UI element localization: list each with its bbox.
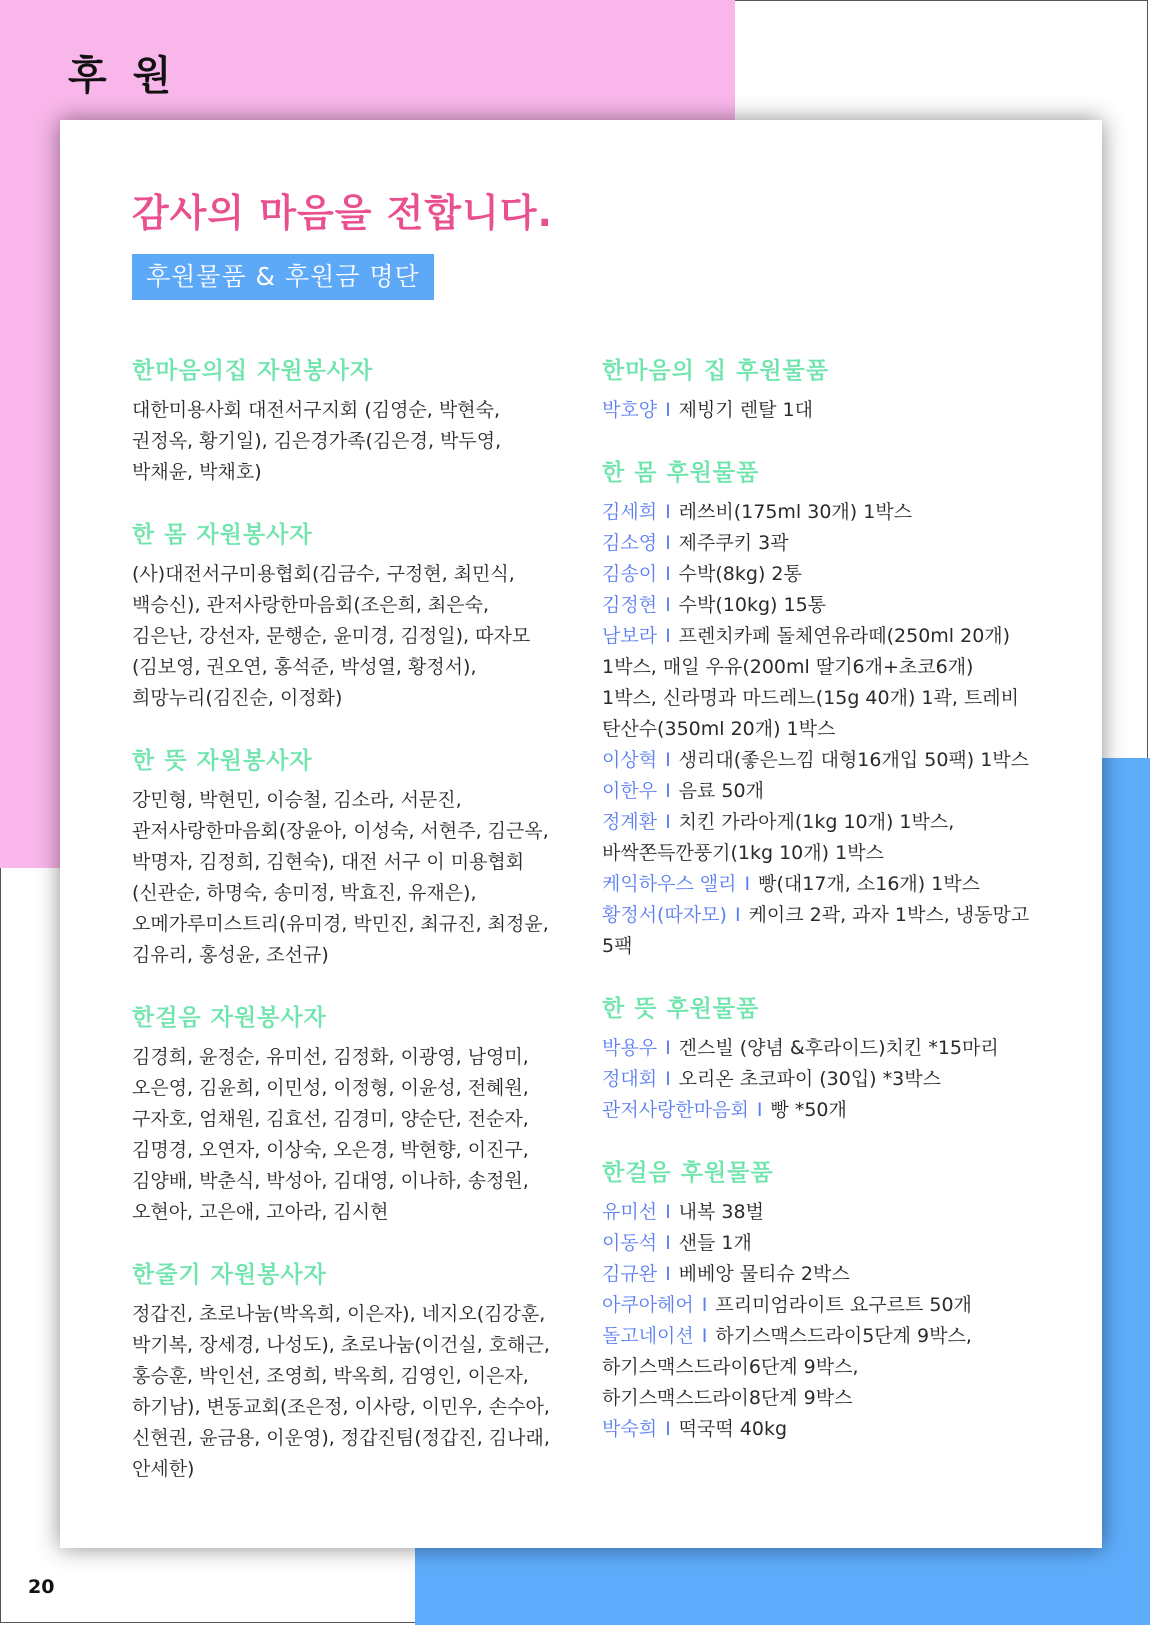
volunteer-group [132, 742, 552, 971]
donor-name: 관저사랑한마음회 [602, 1099, 749, 1121]
donated-item: 제빙기 렌탈 1대 [678, 399, 813, 421]
donation-entry [602, 497, 1032, 528]
donor-name: 정계환 [602, 811, 658, 833]
donated-item: 빵 *50개 [770, 1099, 847, 1121]
donor-name: 김소영 [602, 532, 658, 554]
group-title: 한 뜻 자원봉사자 [132, 748, 313, 774]
volunteer-column [132, 352, 552, 1513]
volunteer-group [132, 352, 552, 488]
donation-group [602, 1154, 1032, 1445]
donated-item: 베베앙 물티슈 2박스 [678, 1263, 850, 1285]
donor-name: 이한우 [602, 780, 658, 802]
group-title: 한 몸 후원물품 [602, 460, 760, 486]
donated-item: 생리대(좋은느낌 대형16개입 50팩) 1박스 [678, 749, 1030, 771]
donation-entry [602, 559, 1032, 590]
donor-name: 박용우 [602, 1037, 658, 1059]
group-title: 한 뜻 후원물품 [602, 996, 760, 1022]
donor-name: 박호양 [602, 399, 658, 421]
donated-item: 겐스빌 (양념 &후라이드)치킨 *15마리 [678, 1037, 999, 1059]
donation-entry [602, 869, 1032, 900]
volunteer-group [132, 516, 552, 714]
group-title: 한 몸 자원봉사자 [132, 522, 313, 548]
donated-item: 프렌치카페 돌체연유라떼(250ml 20개) 1박스, 매일 우유(200ml 딸기6개+초코6개) 1박스, 신라명과 마드레느(15g 40개) 1곽, 트레비 탄산수(350ml 20개) 1박스 [602, 625, 1020, 740]
separator: I [701, 1325, 708, 1347]
group-names: 정갑진, 초로나눔(박옥희, 이은자), 네지오(김강훈, 박기복, 장세경, 나성도), 초로나눔(이건실, 호해근, 홍승훈, 박인선, 조영희, 박옥희, 김영인, 이은자, 하기남), 변동교회(조은정, 이사랑, 이민우, 손수아, 신현권, 윤금용, 이운영), 정갑진팀(정갑진, 김나래, 안세한) [132, 1303, 550, 1480]
donor-name: 황정서(따자모) [602, 904, 727, 926]
donation-entry [602, 1095, 1032, 1126]
donation-entry [602, 807, 1032, 869]
donation-entry [602, 776, 1032, 807]
donor-name: 이동석 [602, 1232, 658, 1254]
group-names: (사)대전서구미용협회(김금수, 구정현, 최민식, 백승신), 관저사랑한마음회(조은희, 최은숙, 김은난, 강선자, 문행순, 윤미경, 김정일), 따자모(김보영, 권오연, 홍석준, 박성열, 황정서), 희망누리(김진순, 이정화) [132, 563, 531, 709]
donation-entry [602, 900, 1032, 962]
separator: I [665, 811, 671, 833]
separator: I [665, 1201, 671, 1223]
separator: I [665, 1418, 671, 1440]
donation-entry [602, 1197, 1032, 1228]
donor-name: 박숙희 [602, 1418, 658, 1440]
donated-item: 오리온 초코파이 (30입) *3박스 [678, 1068, 941, 1090]
separator: I [665, 594, 671, 616]
donor-name: 김정현 [602, 594, 658, 616]
donation-entry [602, 528, 1032, 559]
group-title: 한줄기 자원봉사자 [132, 1262, 327, 1288]
group-title: 한마음의집 자원봉사자 [132, 358, 374, 384]
donor-name: 정대회 [602, 1068, 658, 1090]
donated-item: 제주쿠키 3곽 [678, 532, 789, 554]
separator: I [665, 399, 671, 421]
separator: I [701, 1294, 708, 1316]
donated-item: 떡국떡 40kg [678, 1418, 788, 1440]
donation-entry [602, 1228, 1032, 1259]
donation-entry [602, 395, 1032, 426]
donation-entry [602, 745, 1032, 776]
donation-entry [602, 1064, 1032, 1095]
group-title: 한걸음 후원물품 [602, 1160, 774, 1186]
group-title: 한걸음 자원봉사자 [132, 1005, 327, 1031]
donated-item: 수박(10kg) 15통 [678, 594, 827, 616]
volunteer-group [132, 999, 552, 1228]
donation-entry [602, 1414, 1032, 1445]
separator: I [665, 563, 671, 585]
donated-item: 샌들 1개 [678, 1232, 752, 1254]
donor-name: 이상혁 [602, 749, 658, 771]
donated-item: 음료 50개 [678, 780, 764, 802]
donor-name: 유미선 [602, 1201, 658, 1223]
separator: I [665, 749, 671, 771]
separator: I [665, 780, 671, 802]
donated-item: 수박(8kg) 2통 [678, 563, 802, 585]
separator: I [665, 532, 671, 554]
donated-item: 케이크 2곽, 과자 1박스, 냉동망고 5팩 [602, 904, 1030, 957]
donation-entry [602, 621, 1032, 745]
page-number: 20 [28, 1576, 55, 1598]
group-names: 강민형, 박현민, 이승철, 김소라, 서문진, 관저사랑한마음회(장윤아, 이성숙, 서현주, 김근옥, 박명자, 김정희, 김현숙), 대전 서구 이 미용협회(신관순, 하명숙, 송미정, 박효진, 유재은), 오메가루미스트리(유미경, 박민진, 최규진, 최정윤, 김유리, 홍성윤, 조선규) [132, 789, 549, 966]
donated-item: 하기스맥스드라이5단계 9박스, 하기스맥스드라이6단계 9박스, 하기스맥스드라이8단계 9박스 [602, 1325, 972, 1409]
separator: I [665, 625, 671, 647]
separator: I [744, 873, 751, 895]
donation-column [602, 352, 1032, 1473]
donation-group [602, 352, 1032, 426]
donated-item: 프리미엄라이트 요구르트 50개 [715, 1294, 972, 1316]
donor-name: 케익하우스 앨리 [602, 873, 737, 895]
separator: I [665, 501, 671, 523]
donated-item: 치킨 가라아게(1kg 10개) 1박스, 바싹쫀득깐풍기(1kg 10개) 1박스 [602, 811, 955, 864]
separator: I [665, 1263, 671, 1285]
separator: I [665, 1037, 671, 1059]
group-names: 대한미용사회 대전서구지회 (김영순, 박현숙, 권정옥, 황기일), 김은경가족(김은경, 박두영, 박채윤, 박채호) [132, 399, 502, 483]
content-card [60, 120, 1102, 1548]
donation-entry [602, 590, 1032, 621]
donor-name: 아쿠아헤어 [602, 1294, 694, 1316]
donor-name: 김송이 [602, 563, 658, 585]
donation-entry [602, 1033, 1032, 1064]
section-title: 후 원 [68, 53, 178, 99]
donor-name: 김규완 [602, 1263, 658, 1285]
donated-item: 빵(대17개, 소16개) 1박스 [758, 873, 981, 895]
volunteer-group [132, 1256, 552, 1485]
donated-item: 레쓰비(175ml 30개) 1박스 [678, 501, 913, 523]
separator: I [665, 1232, 671, 1254]
donation-group [602, 990, 1032, 1126]
donation-group [602, 454, 1032, 962]
donor-name: 남보라 [602, 625, 658, 647]
separator: I [756, 1099, 763, 1121]
donation-entry [602, 1290, 1032, 1321]
donor-name: 김세희 [602, 501, 658, 523]
donation-entry [602, 1321, 1032, 1414]
list-badge: 후원물품 & 후원금 명단 [132, 254, 434, 300]
group-title: 한마음의 집 후원물품 [602, 358, 829, 384]
donated-item: 내복 38벌 [678, 1201, 764, 1223]
headline: 감사의 마음을 전합니다. [132, 191, 553, 235]
separator: I [665, 1068, 671, 1090]
donor-name: 돌고네이션 [602, 1325, 694, 1347]
donation-entry [602, 1259, 1032, 1290]
separator: I [734, 904, 741, 926]
group-names: 김경희, 윤정순, 유미선, 김정화, 이광영, 남영미, 오은영, 김윤희, 이민성, 이정형, 이윤성, 전혜원, 구자호, 엄채원, 김효선, 김경미, 양순단, 전순자, 김명경, 오연자, 이상숙, 오은경, 박현향, 이진구, 김양배, 박춘식, 박성아, 김대영, 이나하, 송정원, 오현아, 고은애, 고아라, 김시현 [132, 1046, 529, 1223]
